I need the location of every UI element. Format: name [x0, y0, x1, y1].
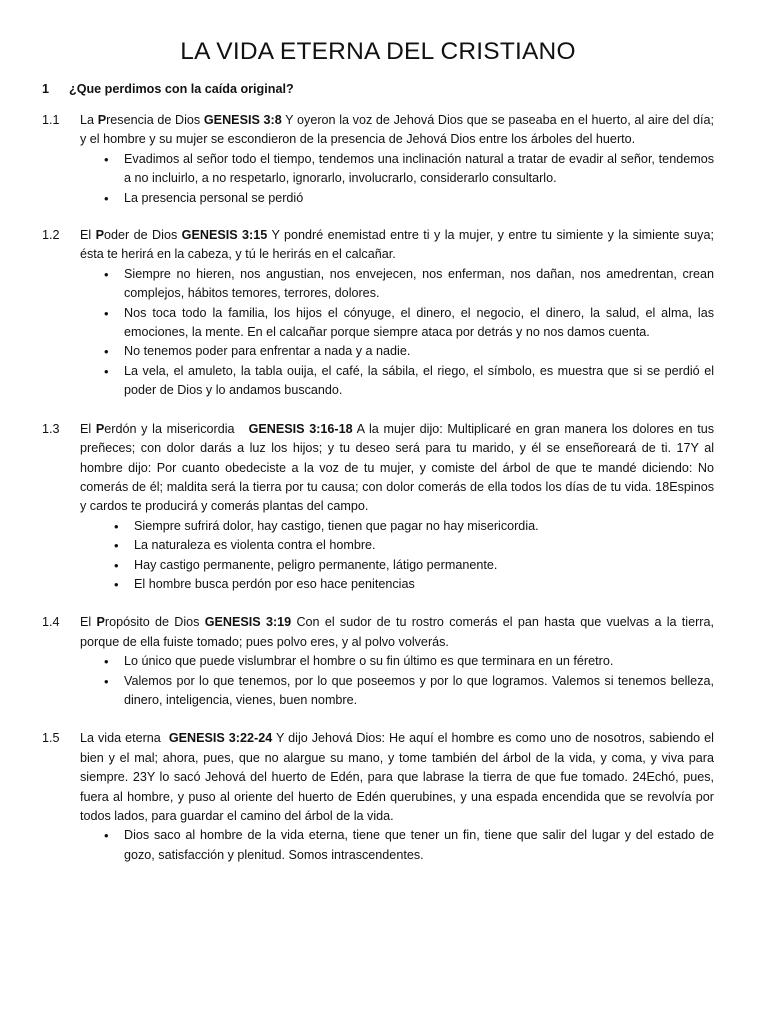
list-item: • No tenemos poder para enfrentar a nada y a nadie. [124, 342, 714, 361]
list-item: • La presencia personal se perdió [124, 189, 714, 208]
section-number: 1.1 [42, 113, 60, 127]
section-number: 1.5 [42, 731, 60, 746]
list-item: • Evadimos al señor todo el tiempo, tendemos una inclinación natural a tratar de evadir al señor, tendemos a no incluirlo, a no respetarlo, ignorarlo, involucrarlo, considerarlo consultarlo. [124, 150, 714, 189]
section-pre: El [80, 615, 97, 630]
verse-text: Y oyeron la voz de Jehová Dios que se paseaba en el huerto, al aire del día; y el hombre y su mujer se escondieron de la presencia de Jehová Dios entre los árboles del huerto. [80, 113, 714, 147]
section-pre: La [80, 113, 98, 127]
section-paragraph [80, 420, 714, 517]
section-body [80, 613, 714, 710]
bullet-list [80, 517, 714, 595]
bullet-list [80, 652, 714, 710]
section-body [80, 420, 714, 595]
list-item: • Siempre sufrirá dolor, hay castigo, tienen que pagar no hay misericordia. [134, 517, 714, 536]
section-pre: El [80, 421, 96, 436]
question-heading [42, 81, 714, 98]
section-pre: El [80, 228, 96, 243]
section-body [80, 111, 714, 208]
list-item: • La naturaleza es violenta contra el hombre. [134, 536, 714, 555]
list-item: • El hombre busca perdón por eso hace penitencias [134, 575, 714, 594]
verse-text: Y pondré enemistad entre ti y la mujer, y entre tu simiente y la simiente suya; ésta te herirá en la cabeza, y tú le herirás en el calcañar. [80, 228, 714, 262]
section-1-3 [42, 420, 714, 595]
section-heading: oder de Dios [104, 228, 182, 243]
bible-reference: GENESIS 3:15 [181, 228, 268, 243]
section-pre: La vida eterna [80, 731, 169, 746]
section-heading: ropósito de Dios [104, 615, 205, 630]
bullet-list [80, 150, 714, 208]
section-initial: P [97, 113, 107, 127]
section-paragraph [80, 111, 714, 150]
section-1-1 [42, 111, 714, 208]
section-heading: resencia de Dios [106, 113, 204, 127]
question-text: ¿Que perdimos con la caída original? [69, 82, 294, 96]
section-body [80, 729, 714, 865]
section-initial: P [95, 228, 105, 243]
section-heading: erdón y la misericordia [104, 421, 249, 436]
question-number: 1 [42, 82, 50, 96]
list-item: • Lo único que puede vislumbrar el hombre o su fin último es que terminara en un féretro. [124, 652, 714, 671]
list-item: • Hay castigo permanente, peligro permanente, látigo permanente. [134, 556, 714, 575]
verse-text: Y dijo Jehová Dios: He aquí el hombre es como uno de nosotros, sabiendo el bien y el mal; ahora, pues, que no alargue su mano, y tome también del árbol de la vida, y coma, y viva para siempre. 23Y lo sacó Jehová del huerto de Edén, para que labrase la tierra de que fue tomado. 24Echó, pues, fuera al hombre, y puso al oriente del huerto de Edén querubines, y una espada encendida que se revolvía por todos lados, para guardar el camino del árbol de la vida. [80, 731, 714, 823]
section-initial: P [96, 615, 105, 630]
section-initial: P [95, 421, 105, 436]
bible-reference: GENESIS 3:16-18 [248, 421, 353, 436]
bible-reference: GENESIS 3:8 [203, 113, 282, 127]
list-item: • La vela, el amuleto, la tabla ouija, el café, la sábila, el riego, el símbolo, es muestra que si se perdió el poder de Dios y lo andamos buscando. [124, 362, 714, 401]
verse-text: A la mujer dijo: Multiplicaré en gran manera los dolores en tus preñeces; con dolor darás a luz los hijos; y tu deseo será para tu marido, y él se enseñoreará de ti. 17Y al hombre dijo: Por cuanto obedeciste a la voz de tu mujer, y comiste del árbol de que te mandé diciendo: No comerás de él; maldita será la tierra por tu causa; con dolor comerás de ella todos los días de tu vida. 18Espinos y cardos te producirá y comerás plantas del campo. [80, 421, 714, 514]
section-1-4 [42, 613, 714, 710]
document-title: LA VIDA ETERNA DEL CRISTIANO [180, 38, 576, 65]
section-body [80, 226, 714, 401]
section-number: 1.4 [42, 615, 60, 630]
section-paragraph [80, 729, 714, 826]
section-paragraph [80, 613, 714, 652]
list-item: • Siempre no hieren, nos angustian, nos envejecen, nos enferman, nos dañan, nos amedrentan, crean complejos, hábitos temores, terrores, dolores. [124, 265, 714, 304]
verse-text: Con el sudor de tu rostro comerás el pan hasta que vuelvas a la tierra, porque de ella fuiste tomado; pues polvo eres, y al polvo volverás. [80, 615, 714, 649]
bullet-list [80, 265, 714, 401]
section-1-5 [42, 729, 714, 865]
list-item: • Valemos por lo que tenemos, por lo que poseemos y por lo que logramos. Valemos si tenemos belleza, dinero, inteligencia, vienes, buen nombre. [124, 672, 714, 711]
section-number: 1.2 [42, 228, 60, 243]
list-item: • Nos toca todo la familia, los hijos el cónyuge, el dinero, el negocio, el dinero, la salud, el alma, las emociones, la mente. En el calcañar porque siempre ataca por detrás y no nos damos cuenta. [124, 304, 714, 343]
bullet-list [80, 826, 714, 865]
bible-reference: GENESIS 3:19 [204, 615, 292, 630]
bible-reference: GENESIS 3:22-24 [168, 731, 273, 746]
section-paragraph [80, 226, 714, 265]
list-item: • Dios saco al hombre de la vida eterna, tiene que tener un fin, tiene que salir del lugar y del estado de gozo, satisfacción y plenitud. Somos intrascendentes. [124, 826, 714, 865]
section-number: 1.3 [42, 421, 60, 436]
section-1-2 [42, 226, 714, 401]
